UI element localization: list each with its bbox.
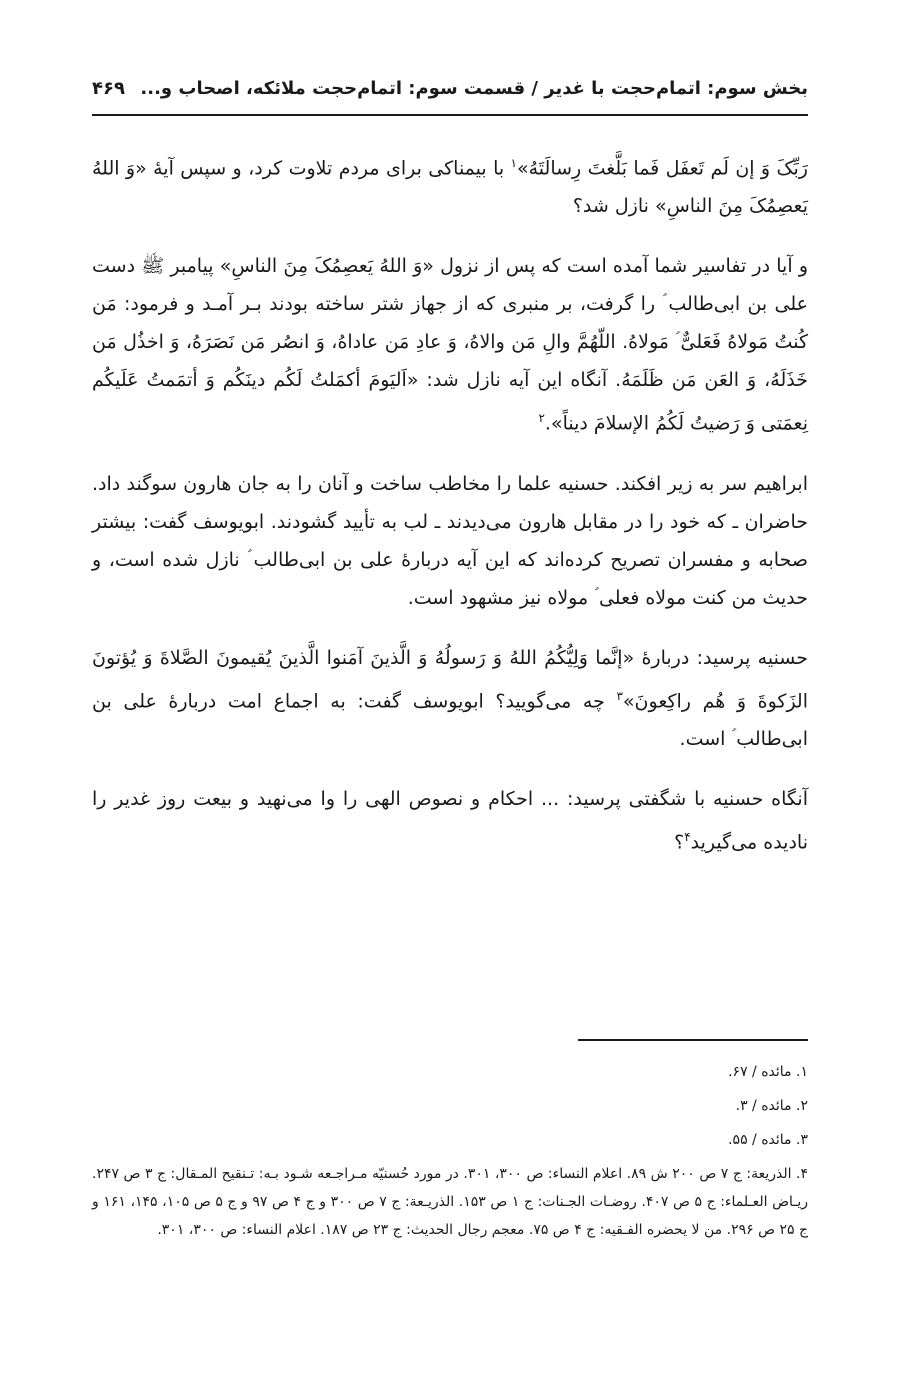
- footnote-2: ۲. مائده / ۳.: [735, 1098, 808, 1114]
- footnote-rule: [578, 1039, 808, 1041]
- main-text: [92, 144, 808, 883]
- footnote-1: ۱. مائده / ۶۷.: [728, 1064, 808, 1080]
- footnote-ref-3: ۳: [616, 688, 623, 703]
- footnote-ref-1: ۱: [510, 156, 517, 170]
- paragraph-2: و آیا در تفاسیر شما آمده است که پس از نزول «وَ اللهُ یَعصِمُکَ مِنَ الناسِ» پیامبر ﷺ دست علی بن ابی‌طالب ؑ را گرفت، بر منبری که از جهاز شتر ساخته بودند بـر آمـد و فرمود: مَن کُنتُ مَولاهُ فَعَلیٌّ ؑ مَولاهُ. اللّهُمَّ والِ مَن والاهُ، وَ عادِ مَن عاداهُ، وَ انصُر مَن نَصَرَهُ، وَ اخذُل مَن خَذَلَهُ، وَ العَن مَن ظَلَمَهُ. آنگاه این آیه نازل شد: «اَلیَومَ أکمَلتُ لَکُم دینَکُم وَ أتمَمتُ عَلَیکُم نِعمَتی وَ رَضیتُ لَکُمُ الإسلامَ دیناً».$^۲$: [92, 255, 808, 435]
- running-header: [92, 78, 808, 110]
- page-number: ۴۶۹: [92, 78, 125, 99]
- header-rule: [92, 114, 808, 116]
- paragraph-3: ابراهیم سر به زیر افکند. حسنیه علما را مخاطب ساخت و آنان را به جان هارون سوگند داد. حاضران ـ که خود را در مقابل هارون می‌دیدند ـ لب به تأیید گشودند. ابویوسف گفت: بیشتر صحابه و مفسران تصریح کرده‌اند که این آیه دربارهٔ علی بن ابی‌طالب ؑ نازل شده است، و حدیث من کنت مولاه فعلی ؑ مولاه نیز مشهود است.: [92, 472, 808, 609]
- paragraph-1: رَبِّکَ وَ إن لَم تَعفَل فَما بَلَّغتَ رِسالَتَهُ»$^۱$ با بیمناکی برای مردم تلاوت کرد، و سپس آیهٔ «وَ اللهُ یَعصِمُکَ مِنَ الناسِ» نازل شد؟: [92, 156, 808, 218]
- page: [92, 0, 808, 1390]
- footnote-4: ۴. الذریعة: ج ۷ ص ۲۰۰ ش ۸۹. اعلام النساء: ص ۳۰۰، ۳۰۱. در مورد حُسنیّه مـراجـعه شـود بـه: تـنقیح المـقال: ج ۳ ص ۲۴۷. ریـاض العـلماء: ج ۵ ص ۴۰۷. روضـات الجـنات: ج ۱ ص ۱۵۳. الذریـعة: ج ۷ ص ۳۰۰ و ج ۴ ص ۹۷ و ج ۵ ص ۱۰۵، ۱۴۵، ۱۶۱ و ج ۲۵ ص ۲۹۶. من لا یحضره الفـقیه: ج ۴ ص ۷۵. معجم رجال الحدیث: ج ۲۳ ص ۱۸۷. اعلام النساء: ص ۳۰۰، ۳۰۱.: [92, 1166, 809, 1238]
- footnotes: [92, 1058, 808, 1250]
- footnote-ref-4: ۴: [684, 829, 691, 844]
- footnote-3: ۳. مائده / ۵۵.: [728, 1132, 808, 1148]
- footnote-ref-2: ۲: [538, 411, 545, 426]
- paragraph-5: آنگاه حسنیه با شگفتی پرسید: ... احکام و نصوص الهی را وا می‌نهید و بیعت روز غدیر را نادیده می‌گیرید$^۴$؟: [92, 787, 808, 854]
- header-title: بخش سوم: اتمام‌حجت با غدیر / قسمت سوم: اتمام‌حجت ملائکه، اصحاب و...: [140, 78, 808, 99]
- paragraph-4: حسنیه پرسید: دربارهٔ «إنَّما وَلِیُّکُمُ اللهُ وَ رَسولُهُ وَ الَّذینَ آمَنوا الَّذینَ یُقیمونَ الصَّلاةَ وَ یُؤتونَ الزَکوةَ وَ هُم راکِعونَ»$^۳$ چه می‌گویید؟ ابویوسف گفت: به اجماع امت دربارهٔ علی بن ابی‌طالب ؑ است.: [92, 646, 808, 750]
